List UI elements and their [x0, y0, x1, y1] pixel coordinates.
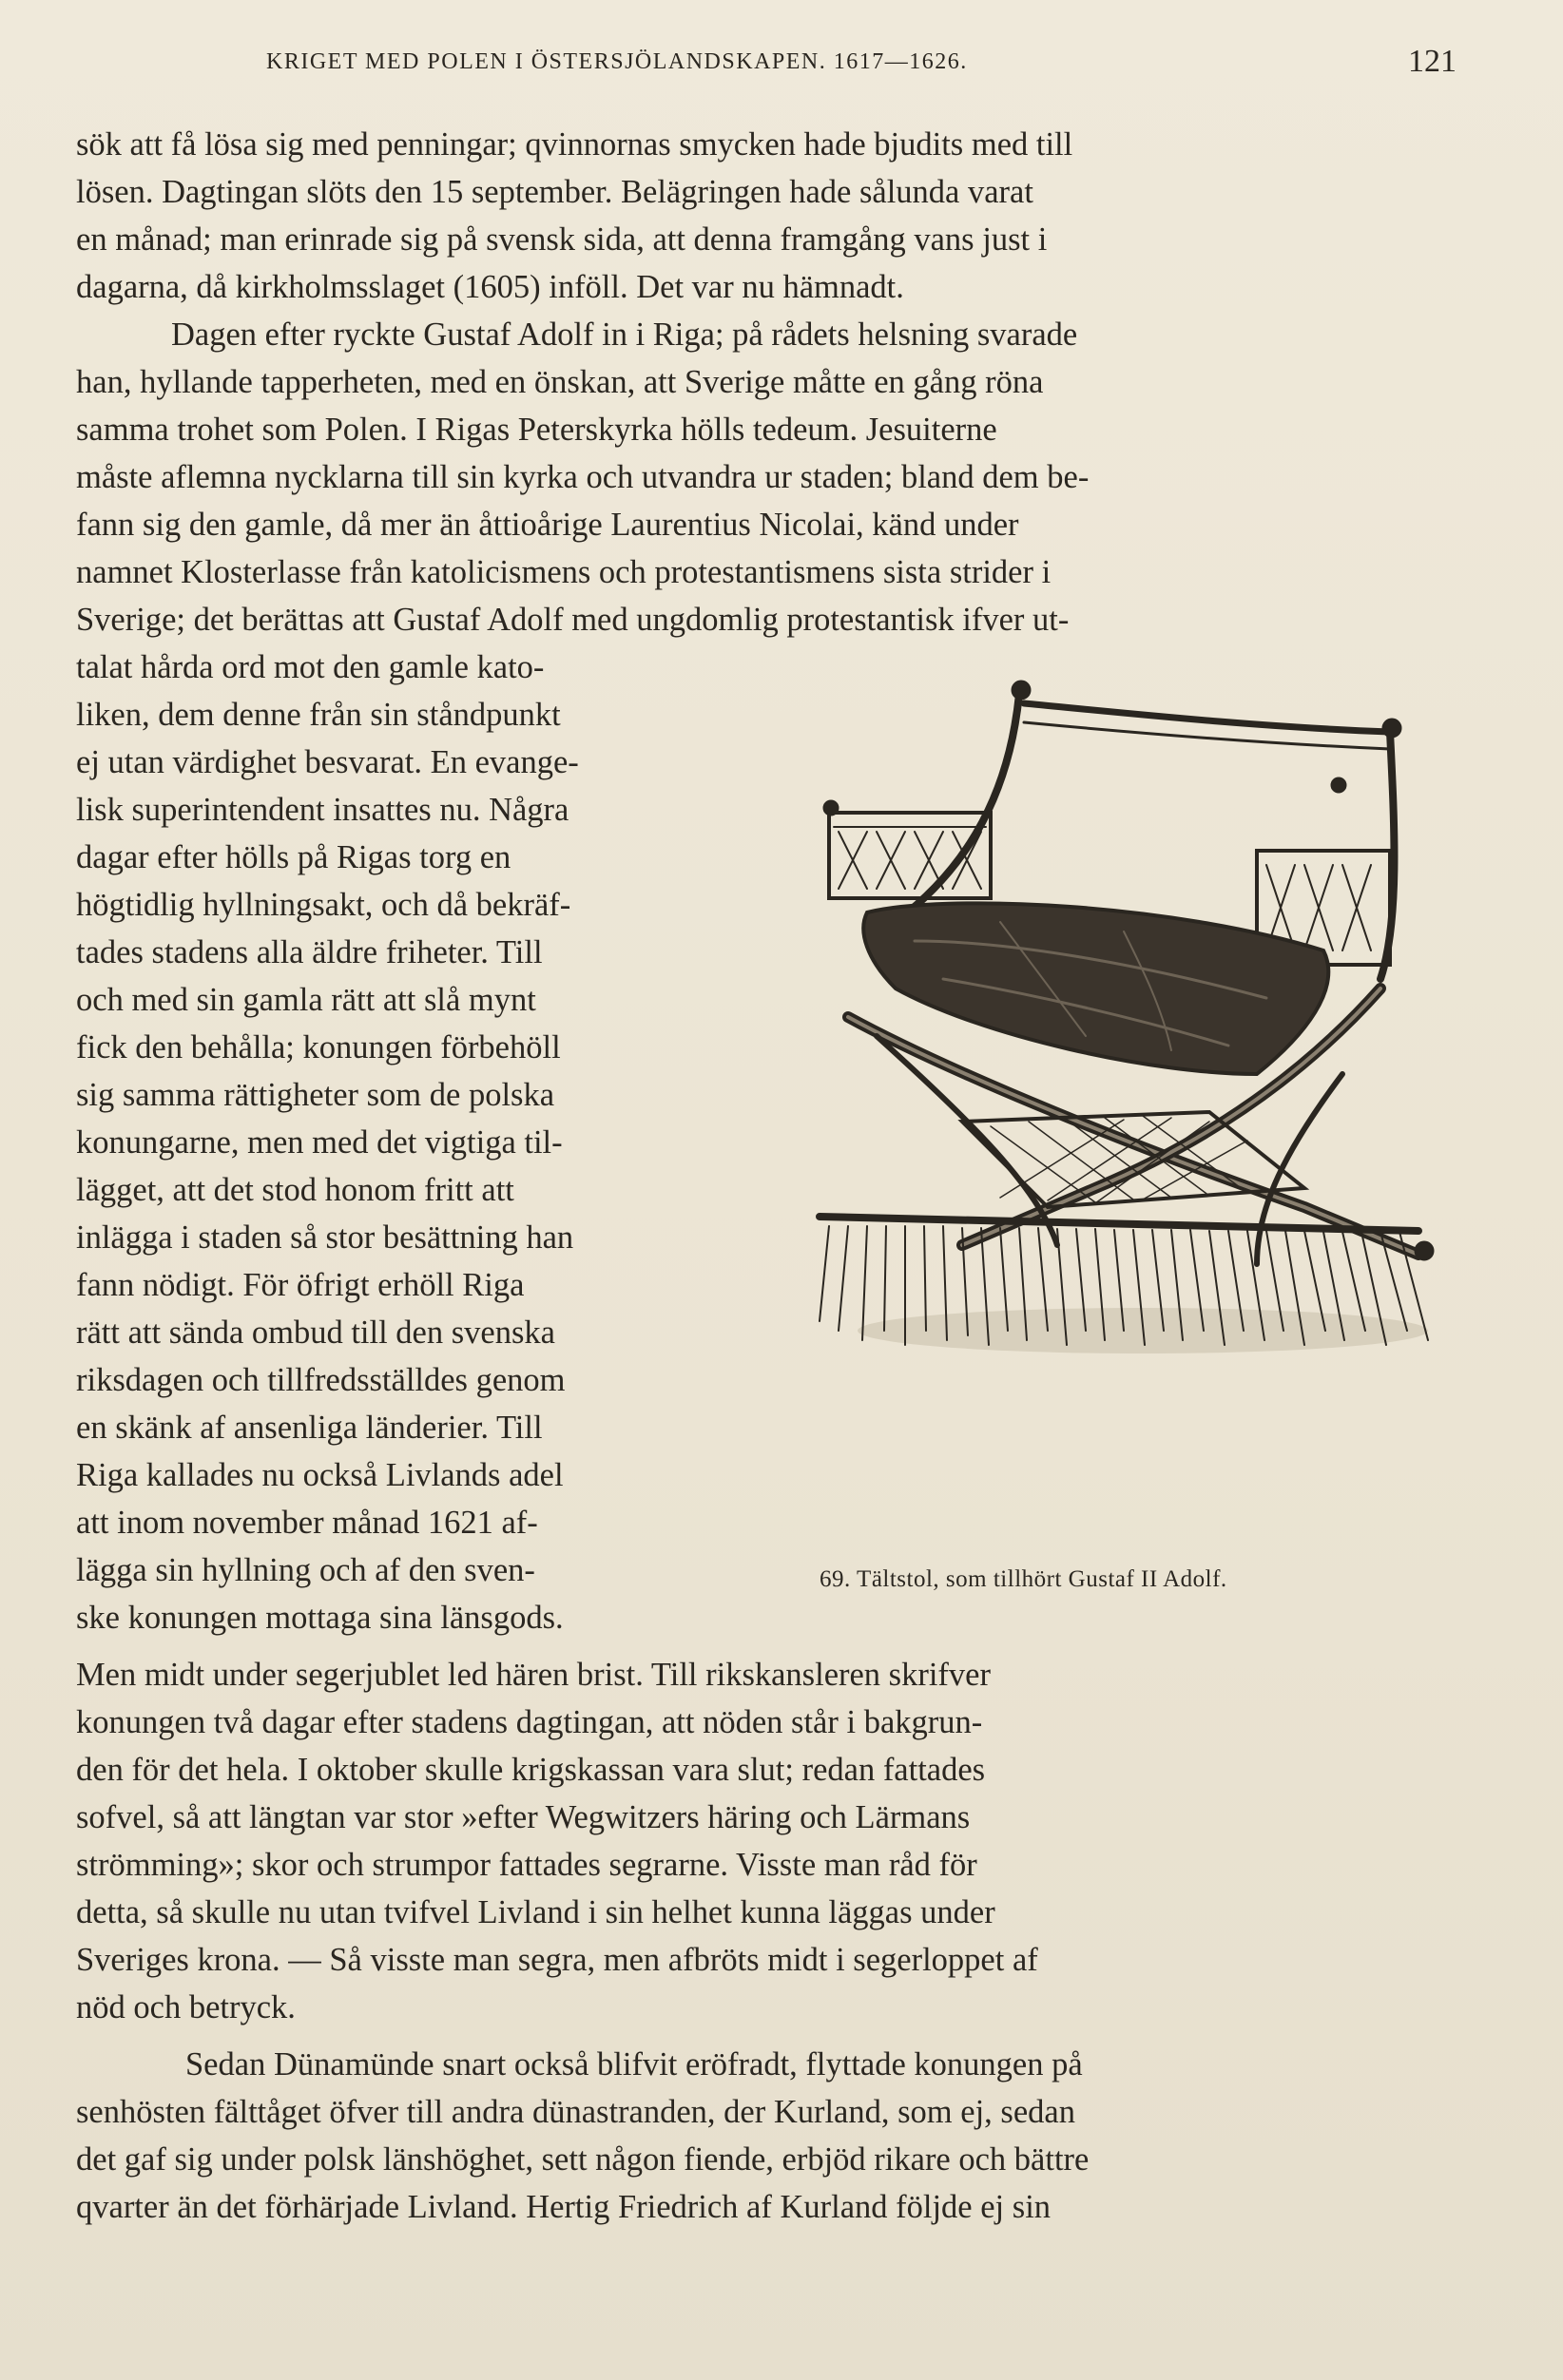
text-line: lösen. Dagtingan slöts den 15 september. Belägringen hade sålunda varat	[76, 174, 1033, 210]
text-line: riksdagen och tillfredsställdes genom	[76, 1362, 566, 1398]
text-line: Dagen efter ryckte Gustaf Adolf in i Riga; på rådets helsning svarade	[171, 317, 1078, 353]
text-line: fick den behålla; konungen förbehöll	[76, 1029, 561, 1065]
text-line: Sverige; det berättas att Gustaf Adolf med ungdomlig protestantisk ifver ut-	[76, 602, 1070, 638]
text-line: fann sig den gamle, då mer än åttioårige Laurentius Nicolai, känd under	[76, 507, 1019, 543]
text-line: Sveriges krona. — Så visste man segra, men afbröts midt i segerloppet af	[76, 1942, 1038, 1978]
text-line: lisk superintendent insattes nu. Några	[76, 792, 569, 828]
text-line: det gaf sig under polsk länshöghet, sett någon fiende, erbjöd rikare och bättre	[76, 2141, 1090, 2178]
text-line: namnet Klosterlasse från katolicismens och protestantismens sista strider i	[76, 554, 1052, 590]
text-line: måste aflemna nycklarna till sin kyrka och utvandra ur staden; bland dem be-	[76, 459, 1090, 495]
text-line: han, hyllande tapperheten, med en önskan, att Sverige måtte en gång röna	[76, 364, 1044, 400]
text-line: lägga sin hyllning och af den sven-	[76, 1552, 535, 1588]
figure-caption: 69. Tältstol, som tillhört Gustaf II Adolf.	[820, 1566, 1227, 1592]
text-line: detta, så skulle nu utan tvifvel Livland i sin helhet kunna läggas under	[76, 1894, 995, 1930]
text-line: sig samma rättigheter som de polska	[76, 1077, 555, 1113]
folding-chair-illustration	[810, 675, 1476, 1549]
text-line: ej utan värdighet besvarat. En evange-	[76, 744, 579, 780]
text-line: inlägga i staden så stor besättning han	[76, 1219, 574, 1256]
text-line: nöd och betryck.	[76, 1989, 296, 2025]
text-line: dagar efter hölls på Rigas torg en	[76, 839, 511, 875]
text-line: konungen två dagar efter stadens dagtingan, att nöden står i bakgrun-	[76, 1704, 983, 1740]
text-line: samma trohet som Polen. I Rigas Peterskyrka hölls tedeum. Jesuiterne	[76, 412, 997, 448]
text-line: konungarne, men med det vigtiga til-	[76, 1124, 563, 1161]
text-line: högtidlig hyllningsakt, och då bekräf-	[76, 887, 571, 923]
text-line: fann nödigt. För öfrigt erhöll Riga	[76, 1267, 525, 1303]
text-line: den för det hela. I oktober skulle krigskassan vara slut; redan fattades	[76, 1752, 986, 1788]
text-line: strömming»; skor och strumpor fattades segrarne. Visste man råd för	[76, 1847, 977, 1883]
text-line: Riga kallades nu också Livlands adel	[76, 1457, 564, 1493]
text-line: och med sin gamla rätt att slå mynt	[76, 982, 536, 1018]
text-line: Sedan Dünamünde snart också blifvit eröfradt, flyttade konungen på	[185, 2046, 1083, 2082]
text-line: talat hårda ord mot den gamle kato-	[76, 649, 545, 685]
text-line: lägget, att det stod honom fritt att	[76, 1172, 514, 1208]
text-line: dagarna, då kirkholmsslaget (1605) inföll. Det var nu hämnadt.	[76, 269, 904, 305]
text-line: att inom november månad 1621 af-	[76, 1505, 538, 1541]
page-header	[0, 44, 1563, 87]
page-number: 121	[1408, 44, 1457, 79]
text-line: qvarter än det förhärjade Livland. Hertig Friedrich af Kurland följde ej sin	[76, 2189, 1052, 2225]
text-line: Men midt under segerjublet led hären brist. Till rikskansleren skrifver	[76, 1657, 991, 1693]
text-line: rätt att sända ombud till den svenska	[76, 1315, 555, 1351]
text-line: sök att få lösa sig med penningar; qvinnornas smycken hade bjudits med till	[76, 126, 1073, 163]
text-line: sofvel, så att längtan var stor »efter Wegwitzers häring och Lärmans	[76, 1799, 971, 1835]
text-line: senhösten fälttåget öfver till andra dünastranden, der Kurland, som ej, sedan	[76, 2094, 1075, 2130]
text-line: tades stadens alla äldre friheter. Till	[76, 934, 543, 970]
text-line: ske konungen mottaga sina länsgods.	[76, 1600, 564, 1636]
running-head: KRIGET MED POLEN I ÖSTERSJÖLANDSKAPEN. 1617—1626.	[266, 49, 968, 74]
text-line: en månad; man erinrade sig på svensk sida, att denna framgång vans just i	[76, 221, 1048, 258]
text-line: en skänk af ansenliga länderier. Till	[76, 1410, 543, 1446]
text-line: liken, dem denne från sin ståndpunkt	[76, 697, 561, 733]
